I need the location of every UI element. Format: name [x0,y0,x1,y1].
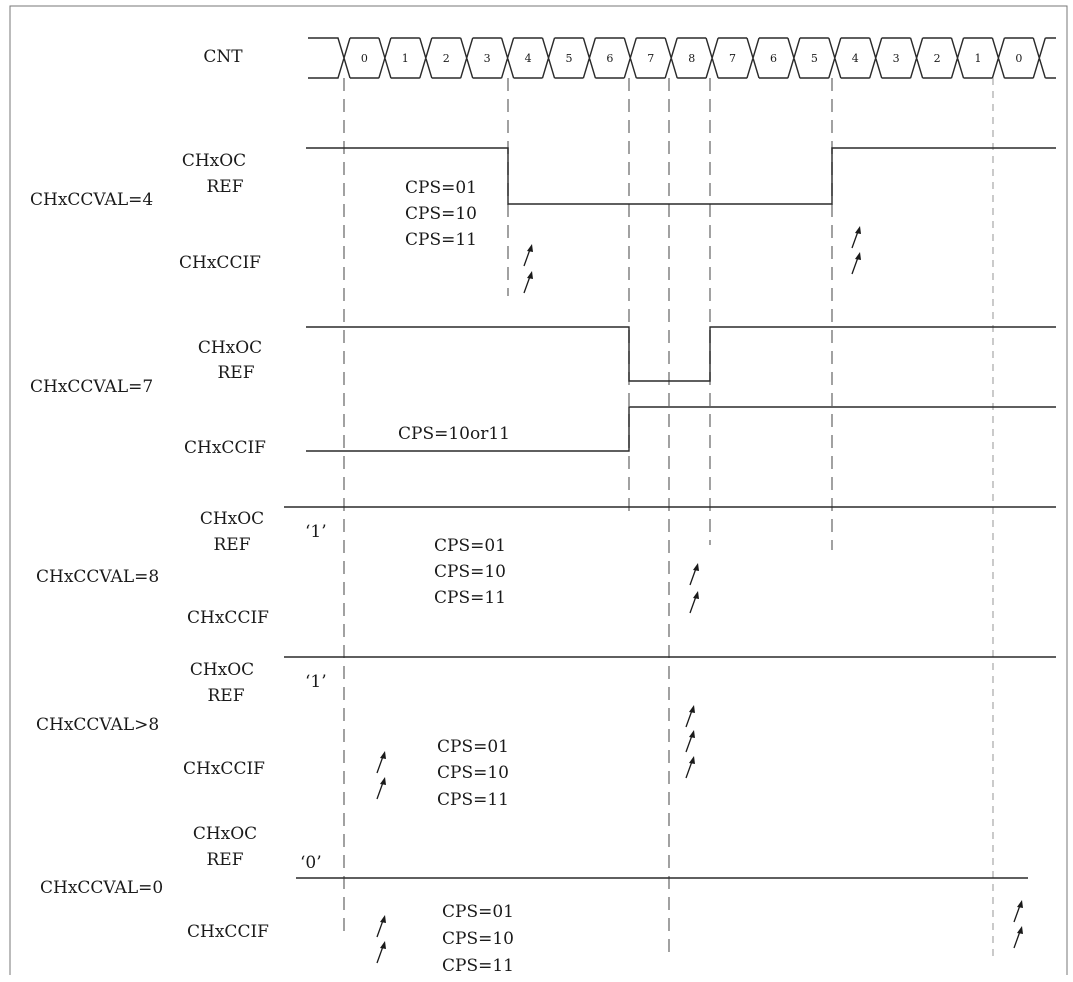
ccif-pulse-arrow [852,252,861,274]
cnt-value: 5 [565,52,573,65]
ocref-label-line1: CHxOC [192,824,258,844]
ocref-label-line1: CHxOC [199,509,265,529]
ccif-label: CHxCCIF [179,253,261,273]
cps-text: CPS=10 [437,763,509,783]
ccif-pulse-arrow [1014,926,1023,948]
condition-label: CHxCCVAL=8 [36,567,160,587]
ccif-label: CHxCCIF [183,759,265,779]
ccif-pulse-arrow [690,591,699,613]
cnt-bus-outline [308,38,1056,78]
ocref-label-line2: REF [206,177,244,197]
condition-label: CHxCCVAL>8 [36,715,160,735]
cnt-value: 6 [770,52,777,65]
ccif-pulse-arrow [377,751,386,773]
cps-text: CPS=01 [442,902,514,922]
cnt-label: CNT [203,47,243,67]
cnt-value: 2 [933,52,941,65]
ocref-label-line2: REF [207,686,245,706]
ccif-pulse-arrow [524,244,533,266]
cps-text: CPS=10 [434,562,506,582]
cnt-value: 8 [688,52,696,65]
cnt-value: 0 [1015,52,1023,65]
level-indicator: ‘1’ [305,522,327,542]
cps-text: CPS=11 [442,956,514,976]
cnt-bus [308,38,1056,78]
cnt-value: 7 [647,52,655,65]
ocref-label-line1: CHxOC [189,660,255,680]
cps-text: CPS=11 [437,790,509,810]
ccif-pulse-arrow [686,705,695,727]
ccif-label: CHxCCIF [184,438,266,458]
condition-label: CHxCCVAL=0 [40,878,164,898]
ccif-pulse-arrow [686,756,695,778]
cps-text: CPS=10 [405,204,477,224]
cnt-value: 6 [606,52,614,65]
cnt-value: 1 [401,52,409,65]
section-ccval-0 [40,824,1028,976]
cps-text: CPS=01 [434,536,506,556]
cnt-value: 4 [524,52,532,65]
ocref-label-line2: REF [217,363,255,383]
diagram-frame [10,6,1067,975]
ccif-label: CHxCCIF [187,608,269,628]
cnt-value: 1 [974,52,982,65]
ccif-pulse-arrow [1014,900,1023,922]
cnt-value: 4 [851,52,859,65]
ccif-pulse-arrow [377,777,386,799]
ocref-waveform [306,327,1056,381]
ccif-pulse-arrow [686,730,695,752]
cnt-value: 5 [810,52,818,65]
level-indicator: ‘1’ [305,672,327,692]
ccif-pulse-arrow [690,563,699,585]
ocref-label-line1: CHxOC [181,151,247,171]
cnt-value: 2 [442,52,450,65]
cps-text: CPS=10or11 [398,424,510,444]
section-ccval-7 [30,327,1056,458]
cps-text: CPS=01 [405,178,477,198]
ccif-label: CHxCCIF [187,922,269,942]
ccif-pulse-arrow [852,226,861,248]
condition-label: CHxCCVAL=7 [30,377,154,397]
ccif-pulse-arrow [524,271,533,293]
level-indicator: ‘0’ [300,853,322,873]
cps-text: CPS=01 [437,737,509,757]
section-ccval-gt-8 [36,657,1056,810]
ccif-pulse-arrow [377,915,386,937]
ocref-label-line2: REF [213,535,251,555]
cnt-value: 3 [483,52,491,65]
cps-text: CPS=11 [405,230,477,250]
cnt-value: 3 [892,52,900,65]
ocref-label-line1: CHxOC [197,338,263,358]
ocref-label-line2: REF [206,850,244,870]
section-ccval-8 [36,507,1056,628]
cnt-value: 0 [360,52,368,65]
cnt-value: 7 [729,52,736,65]
cps-text: CPS=10 [442,929,514,949]
ccif-pulse-arrow [377,941,386,963]
cps-text: CPS=11 [434,588,506,608]
section-ccval-4 [30,148,1056,293]
condition-label: CHxCCVAL=4 [30,190,154,210]
